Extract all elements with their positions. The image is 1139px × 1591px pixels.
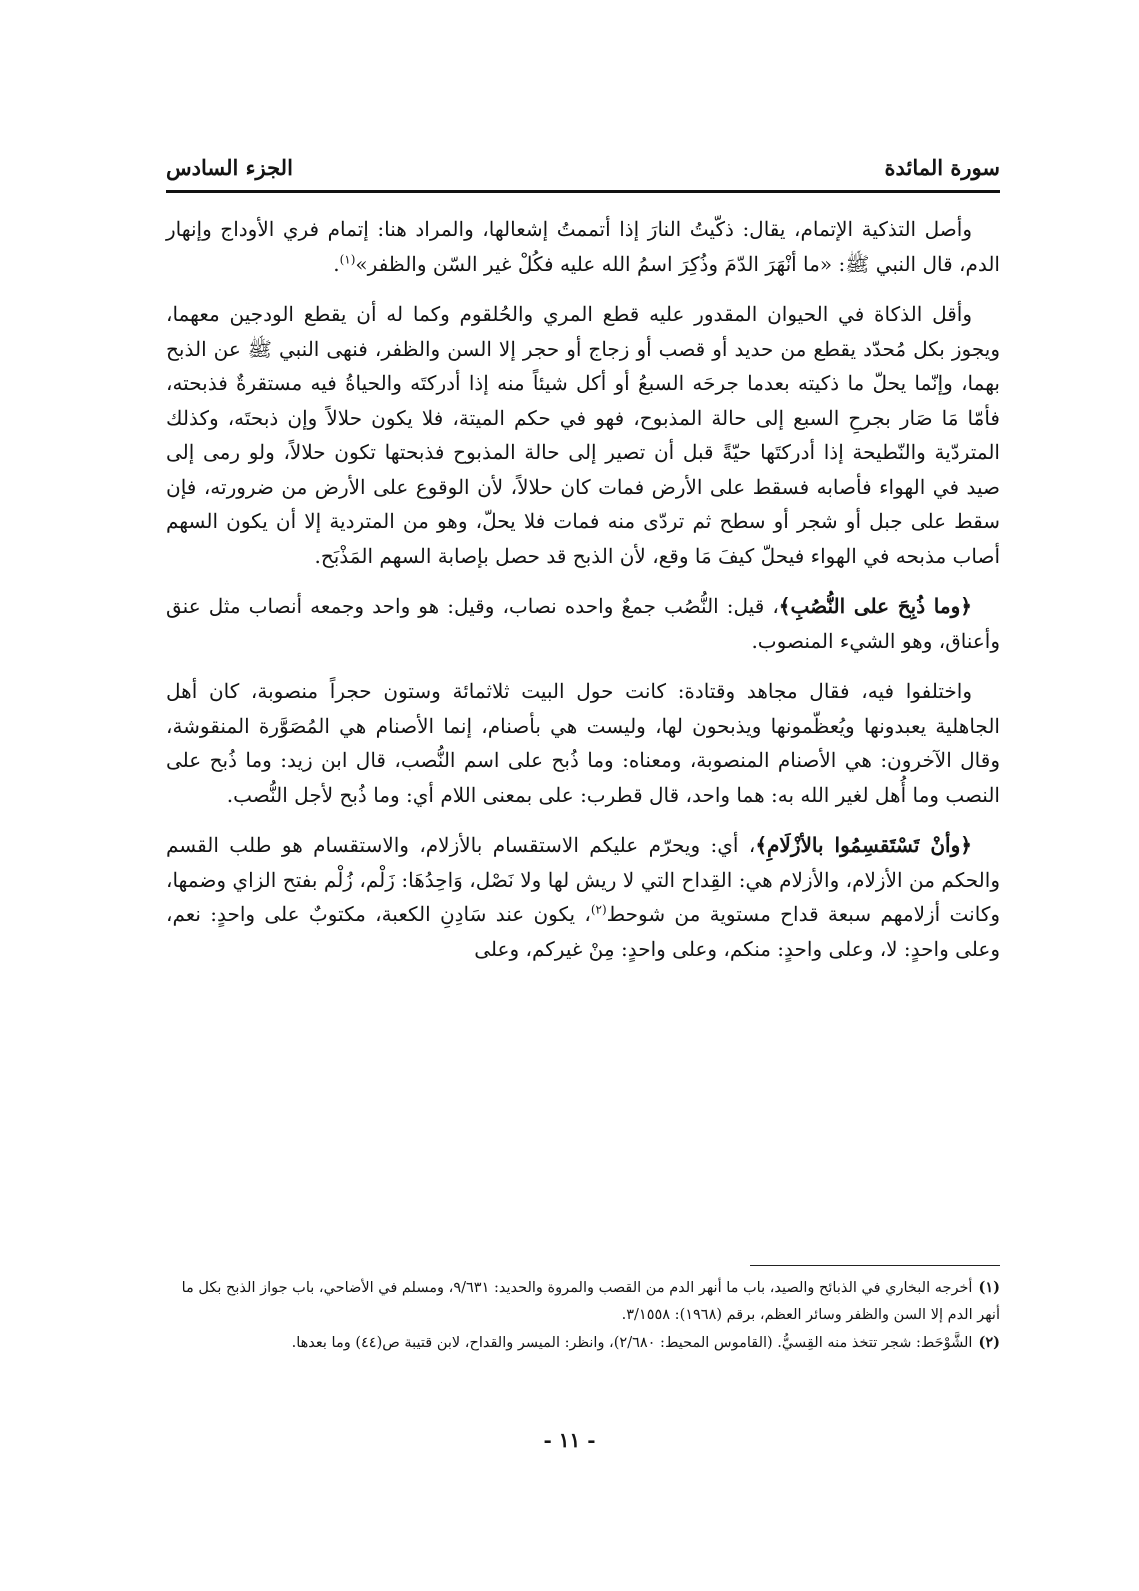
page-number: - ١١ -: [543, 1428, 596, 1452]
main-text: [166, 212, 1000, 982]
quran-verse-nusub: ﴿وما ذُبِحَ على النُّصُبِ﴾: [778, 594, 972, 618]
footnote-1: [166, 1274, 1000, 1329]
paragraph-4: [166, 674, 1000, 812]
footnote-2-number: (٢): [978, 1334, 1000, 1351]
quran-verse-azlam: ﴿وأنْ تَسْتَقسِمُوا بالأزْلَامِ﴾: [755, 833, 972, 857]
footnote-ref-1: (١): [339, 251, 356, 266]
footnote-1-number: (١): [978, 1279, 1000, 1296]
footnote-2: [166, 1329, 1000, 1357]
paragraph-3-text: ، قيل: النُّصُب جمعٌ واحده نصاب، وقيل: هو واحد وجمعه أنصاب مثل عنق وأعناق، وهو الشيء المنصوب.: [166, 594, 1000, 653]
paragraph-1: [166, 212, 1000, 281]
paragraph-2: [166, 297, 1000, 573]
paragraph-5-text: ، أي: ويحرّم عليكم الاستقسام بالأزلام، والاستقسام هو طلب القسم والحكم من الأزلام، والأزلام هي: القِداح التي لا ريش لها ولا نَصْل، وَاحِدُهَا: زَلْم، زُلْم بفتح الزاي وضمها، وكانت أزلامهم سبعة قداح مستوية من شوحط: [166, 833, 1000, 926]
footnote-divider: [750, 1265, 1000, 1266]
footnote-1-text: أخرجه البخاري في الذبائح والصيد، باب ما أنهر الدم من القصب والمروة والحديد: ٩/٦٣١، ومسلم في الأضاحي، باب جواز الذبح بكل ما أنهر الدم إلا السن والظفر وسائر العظم، برقم (١٩٦٨): ٣/١٥٥٨.: [181, 1280, 1000, 1323]
footnote-2-text: الشَّوْحَط: شجر تتخذ منه القِسيُّ. (القاموس المحيط: ٢/٦٨٠)، وانظر: الميسر والقداح، لابن قتيبة ص(٤٤) وما بعدها.: [291, 1335, 973, 1351]
surah-title: سورة المائدة: [884, 155, 1000, 180]
footnotes: [166, 1274, 1000, 1357]
paragraph-5: [166, 828, 1000, 966]
page-header: [166, 150, 1000, 190]
paragraph-1-text: وأصل التذكية الإتمام، يقال: ذكّيتُ النارَ إذا أتممتُ إشعالها، والمراد هنا: إتمام فري الأوداج وإنهار الدم، قال النبي ﷺ: «ما أنْهَرَ الدّمَ وذُكِرَ اسمُ الله عليه فكُلْ غير السّن والظفر»: [166, 217, 1000, 276]
footnote-ref-2: (٢): [590, 902, 607, 917]
paragraph-1-end: .: [333, 251, 340, 276]
paragraph-2-text: وأقل الذكاة في الحيوان المقدور عليه قطع المري والحُلقوم وكما له أن يقطع الودجين معهما، ويجوز بكل مُحدّد يقطع من حديد أو قصب أو زجاج أو حجر إلا السن والظفر، فنهى النبي ﷺ عن الذبح بهما، وإنّما يحلّ ما ذكيته بعدما جرحَه السبعُ أو أكل شيئاً منه إذا أدركتَه والحياةُ فيه مستقرةٌ فذبحته، فأمّا مَا صَار بجرحِ السبع إلى حالة المذبوح، فهو في حكم الميتة، فلا يكون حلالاً وإن ذبحتَه، وكذلك المتردّية والنّطيحة إذا أدركتَها حيّةً قبل أن تصير إلى حالة المذبوح فذبحتها تكون حلالاً، ولو رمى إلى صيد في الهواء فأصابه فسقط على الأرض فمات كان حلالاً، لأن الوقوع على الأرض من ضرورته، فإن سقط على جبل أو شجر أو سطح ثم تردّى منه فمات فلا يحلّ، وهو من المتردية إلا أن يكون السهم أصاب مذبحه في الهواء فيحلّ كيفَ مَا وقع، لأن الذبح قد حصل بإصابة السهم المَذْبَح.: [166, 302, 1001, 568]
header-rule: [166, 190, 1000, 193]
paragraph-4-text: واختلفوا فيه، فقال مجاهد وقتادة: كانت حول البيت ثلاثمائة وستون حجراً منصوبة، كان أهل الجاهلية يعبدونها ويُعظّمونها ويذبحون لها، وليست هي بأصنام، إنما الأصنام هي المُصَوَّرة المنقوشة، وقال الآخرون: هي الأصنام المنصوبة، ومعناه: وما ذُبح على اسم النُّصب، قال ابن زيد: وما ذُبح على النصب وما أُهل لغير الله به: هما واحد، قال قطرب: على بمعنى اللام أي: وما ذُبح لأجل النُّصب.: [166, 679, 1000, 807]
paragraph-5-end: ، يكون عند سَادِنِ الكعبة، مكتوبٌ على واحدٍ: نعم، وعلى واحدٍ: لا، وعلى واحدٍ: منكم، وعلى واحدٍ: مِنْ غيركم، وعلى: [166, 902, 1000, 961]
paragraph-3: [166, 589, 1000, 658]
juz-title: الجزء السادس: [166, 155, 293, 180]
